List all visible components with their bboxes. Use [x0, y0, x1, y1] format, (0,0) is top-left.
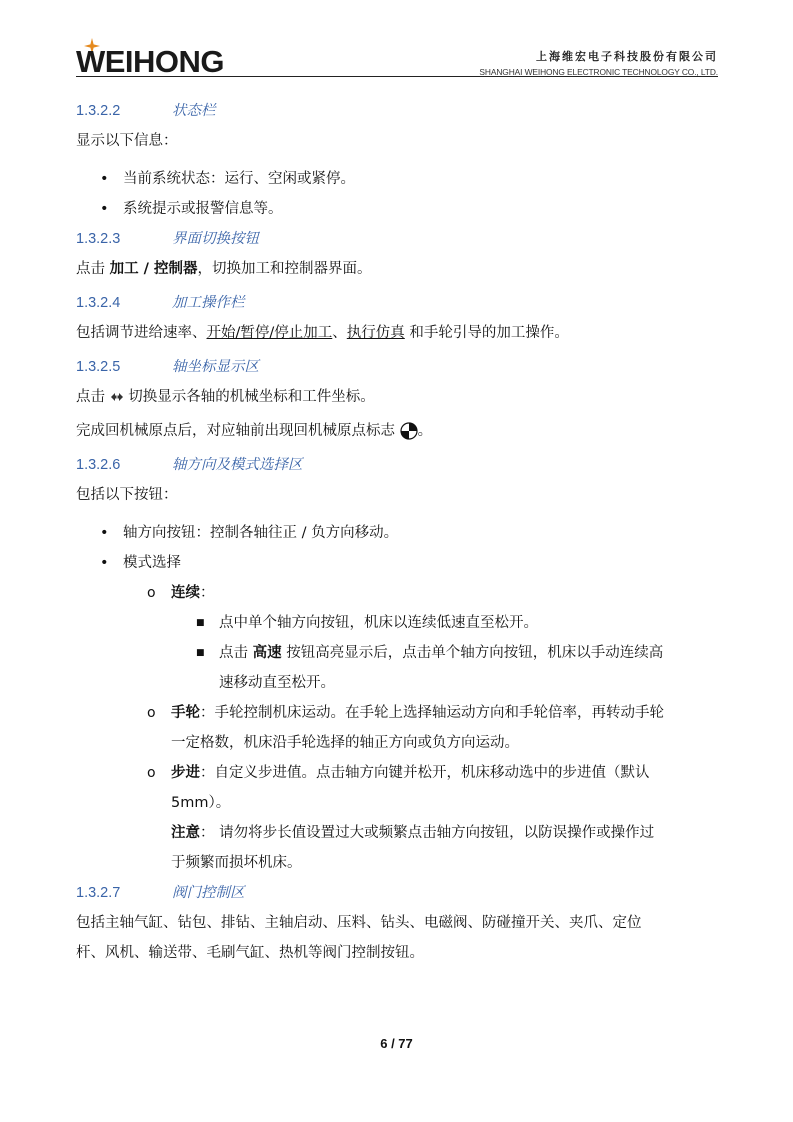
section-number: 1.3.2.5 [76, 359, 121, 375]
sub-list-item: o 连续： [147, 585, 215, 601]
sub-list-item-continued: 一定格数，机床沿手轮选择的轴正方向或负方向运动。 [171, 735, 519, 751]
section-number: 1.3.2.3 [76, 231, 121, 247]
sub-sub-list-item: ■ 点击 高速 按钮高亮显示后，点击单个轴方向按钮，机床以手动连续高 [196, 645, 664, 661]
page-number: 6 / 77 [380, 1036, 413, 1051]
paragraph: 包括调节进给速率、开始/暂停/停止加工、执行仿真 和手轮引导的加工操作。 [76, 325, 569, 341]
section-heading [76, 224, 718, 254]
paragraph: 包括以下按钮： [76, 487, 178, 503]
list-item: • 系统提示或报警信息等。 [76, 194, 718, 224]
section-title: 界面切换按钮 [172, 231, 259, 247]
sub-sub-list-item-continued: 速移动直至松开。 [219, 675, 335, 691]
underlined-link: 开始/暂停/停止加工 [206, 325, 333, 341]
section-heading [76, 288, 718, 318]
note-paragraph-continued: 于频繁而损坏机床。 [171, 855, 302, 871]
paragraph: 显示以下信息： [76, 133, 178, 149]
company-name-en: SHANGHAI WEIHONG ELECTRONIC TECHNOLOGY CO., LTD. [479, 67, 718, 77]
bold-term: 高速 [252, 645, 282, 661]
section-title: 加工操作栏 [172, 295, 245, 311]
section-number: 1.3.2.2 [76, 103, 121, 119]
note-label: 注意 [171, 825, 200, 841]
bold-term: 连续 [171, 585, 200, 601]
paragraph: 完成回机械原点后，对应轴前出现回机械原点标志 。 [76, 423, 433, 439]
bold-term: 步进 [171, 765, 200, 781]
section-heading [76, 878, 718, 908]
section-title: 阀门控制区 [172, 885, 245, 901]
section-heading [76, 450, 718, 480]
sub-list-item: o 手轮：手轮控制机床运动。在手轮上选择轴运动方向和手轮倍率，再转动手轮 [147, 705, 664, 721]
list-item: • 模式选择 [76, 548, 718, 578]
company-name [479, 48, 718, 77]
sub-sub-list-item: ■ 点中单个轴方向按钮，机床以连续低速直至松开。 [196, 615, 538, 631]
paragraph-continued: 杆、风机、输送带、毛刷气缸、热机等阀门控制按钮。 [76, 945, 424, 961]
list-item: • 当前系统状态：运行、空闲或紧停。 [76, 164, 718, 194]
home-origin-icon [400, 422, 418, 440]
section-heading [76, 96, 718, 126]
sub-list-item-continued: 5mm）。 [171, 795, 231, 811]
underlined-link: 执行仿真 [346, 325, 405, 341]
company-name-cn: 上海维宏电子科技股份有限公司 [536, 50, 718, 63]
paragraph: 包括主轴气缸、钻包、排钻、主轴启动、压料、钻头、电磁阀、防碰撞开关、夹爪、定位 [76, 915, 642, 931]
header-divider [76, 76, 718, 77]
bullet-list [76, 164, 718, 224]
section-title: 轴坐标显示区 [172, 359, 259, 375]
section-title: 状态栏 [172, 103, 216, 119]
note-paragraph: 注意： 请勿将步长值设置过大或频繁点击轴方向按钮，以防误操作或操作过 [171, 825, 655, 841]
section-title: 轴方向及模式选择区 [172, 457, 303, 473]
document-body [76, 96, 718, 968]
bullet-list [76, 518, 718, 578]
list-item: • 轴方向按钮：控制各轴往正 / 负方向移动。 [76, 518, 718, 548]
section-number: 1.3.2.6 [76, 457, 121, 473]
section-number: 1.3.2.7 [76, 885, 121, 901]
paragraph: 点击 加工 / 控制器，切换加工和控制器界面。 [76, 261, 372, 277]
logo-text: WEIHONG [76, 44, 225, 79]
paragraph: 点击 切换显示各轴的机械坐标和工件坐标。 [76, 389, 375, 405]
sub-list-item: o 步进：自定义步进值。点击轴方向键并松开，机床移动选中的步进值（默认 [147, 765, 650, 781]
section-number: 1.3.2.4 [76, 295, 121, 311]
bold-term: 加工 / 控制器 [109, 261, 198, 277]
coordinate-toggle-icon [110, 392, 124, 402]
bold-term: 手轮 [171, 705, 200, 721]
section-heading [76, 352, 718, 382]
